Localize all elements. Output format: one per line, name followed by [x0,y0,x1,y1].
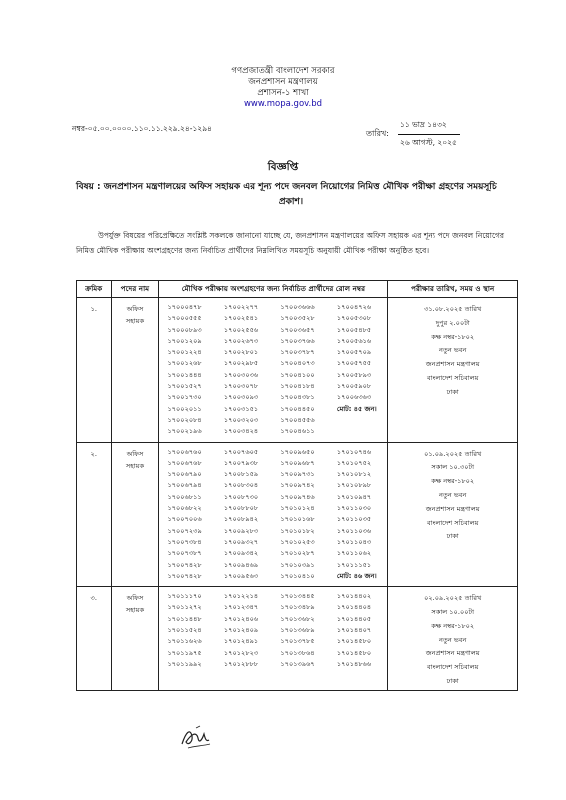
roll-number: ১৭০০৯৬৮৭ [280,458,315,467]
schedule-line: কক্ষ নম্বর-১৮০২ [431,621,475,630]
roll-number: ১৭০১১১৭০ [167,592,202,601]
schedule-line: ঢাকা [446,676,459,685]
roll-number: ১৭০১৩৬৮২ [280,614,315,623]
roll-number: ১৭০১০২৫৩ [280,537,315,546]
roll-number: ১৭০০৩০৭৮ [223,382,259,391]
roll-number-grid [161,447,385,583]
roll-number: ১৭০০৫৬১৬ [336,336,372,345]
roll-number: ১৭০০৩১৫১ [223,404,259,413]
table-body [77,298,518,691]
schedule-line: ঢাকা [446,387,459,396]
roll-number: ১৭০০২৫৪১ [223,314,259,323]
schedule-line: বাংলাদেশ সচিবালয় [426,373,479,382]
roll-number: ১৭০০২৬৭৩ [223,336,259,345]
schedule-line: ঢাকা [446,532,459,541]
roll-number: ১৭০০৯৭৪৬ [280,492,315,501]
roll-number: ১৭০০৪১৮৪ [280,382,315,391]
roll-number: ১৭০০৭৪২৮ [167,560,202,569]
roll-number: ১৭০০৪৭২৬ [336,303,372,311]
roll-number: ১৭০১৩৪৪৫ [280,592,315,601]
roll-number: ১৭০০০৮৯৩ [167,325,202,334]
total-count: মোট: ৪৬ জন। [336,571,377,580]
roll-number: ১৭০০৩৫২৮ [280,314,315,323]
subject-prefix: বিষয় : [76,182,101,192]
roll-number: ১৭০১৩৪৮৯ [280,603,315,612]
roll-number: ১৭০০৯৫৬৩ [223,571,259,580]
roll-number: ১৭০১১৬২৬ [167,637,202,646]
roll-number [331,415,386,426]
roll-number: ১৭০০২০১১ [167,404,202,413]
ministry-website-link[interactable]: www.mopa.gov.bd [243,99,323,109]
roll-number: ১৭০০৫৪৮৫ [336,325,372,334]
schedule-table [76,280,518,691]
roll-number: ১৭০০৪০৭৩ [280,359,315,368]
roll-number: ১৭০০১২২৪ [167,348,202,357]
post-name-line: অফিস [126,449,144,458]
roll-number: ১৭০০২১৯৬ [167,427,202,436]
header-serial: ক্রমিক [77,281,112,298]
roll-number: ১৭০০৪১০০ [280,370,315,379]
roll-number: ১৭০০৩২০৩ [223,415,259,424]
header-schedule: পরীক্ষার তারিখ, সময় ও স্থান [388,281,518,298]
signature-image [178,722,214,752]
roll-number: ১৭০১১০৩৬ [336,526,372,535]
table-row [77,298,518,443]
roll-number: ১৭০১১৯৯২ [167,659,202,668]
roll-number: ১৭০১৩৭৮৫ [280,637,315,646]
schedule-line: কক্ষ নম্বর-১৮০২ [431,332,475,341]
serial-cell: ১. [77,298,112,443]
roll-number: ১৭০১১১৫১ [336,560,372,569]
roll-number: ১৭০০৩৪২৪ [223,427,259,436]
roll-number: ১৭০০১২৬৮ [167,359,202,368]
roll-number: ১৭০০৩৬৬৬ [280,303,315,311]
post-name-line: সহায়ক [125,606,145,615]
notice-body: উপর্যুক্ত বিষয়ের পরিপ্রেক্ষিতে সংশ্লিষ্ট সকলকে জানানো যাচ্ছে যে, জনপ্রশাসন মন্ত্রণালয়ের অফিস সহায়ক এর শূন্য পদে জনবল নিয়োগের নিমিত্ত মৌখিক পরীক্ষায় অংশগ্রহণের জন্য নির্বাচিত প্রার্থীদের নিম্নলিখিত সময়সূচি অনুযায়ী মৌখিক পরীক্ষা অনুষ্ঠিত হবে। [76,231,504,255]
table-row [77,587,518,691]
roll-numbers-cell [159,442,388,587]
subject-line [76,180,506,210]
roll-number: ১৭০০৬৭৬০ [167,447,202,456]
schedule-line: কক্ষ নম্বর-১৮০২ [431,477,475,486]
roll-number-grid [161,591,385,670]
roll-number: ১৭০০৮৩০৪ [223,481,259,490]
schedule-line: বাংলাদেশ সচিবালয় [426,518,479,527]
schedule-cell [388,587,518,691]
memo-number: নম্বর-০৫.০০.০০০০.১১০.১১.২২৯.২৪-১২৯৪ [72,124,212,133]
date-block [398,120,460,150]
roll-number: ১৭০০৪৫৫৬ [280,415,315,424]
roll-number: ১৭০০৯৬৫০ [280,447,315,456]
roll-number: ১৭০০২২৭৭ [223,303,259,311]
section-name: প্রশাসন-১ শাখা [257,88,309,98]
roll-number: ১৭০১০৮৯৮ [336,481,372,490]
schedule-line: ০১.০৯.২০২৫ তারিখ [424,449,482,458]
schedule-line: জনপ্রশাসন মন্ত্রণালয় [425,504,480,513]
roll-number: ১৭০০৬৭৯৪ [167,481,202,490]
roll-number: ১৭০০৬৭৬৮ [167,458,202,467]
roll-number: ১৭০১২২১৪ [223,592,259,601]
post-name-line: সহায়ক [125,317,145,325]
roll-number: ১৭০০০৫৫৫ [167,314,202,323]
roll-number: ১৭০০৮১৫৯ [223,470,259,479]
post-name-line: অফিস [126,305,144,313]
roll-number: ১৭০১৪৮৬৬ [336,659,372,668]
roll-number: ১৭০০১৪৪৪ [167,370,202,379]
roll-number: ১৭০০৬৮২২ [167,504,202,513]
total-count: মোট: ৪৫ জন। [336,404,377,413]
roll-number: ১৭০০১৭৩০ [167,393,202,402]
government-name: গণপ্রজাতন্ত্রী বাংলাদেশ সরকার [231,66,335,76]
notice-title: বিজ্ঞপ্তি [267,161,299,173]
roll-numbers-cell [159,298,388,443]
roll-number: ১৭০০৬৭৯০ [167,470,202,479]
roll-number: ১৭০১৪৪০৭ [336,626,372,635]
roll-number: ১৭০১১৪৪৮ [167,614,202,623]
roll-number: ১৭০০৫৯০৮ [336,382,372,391]
roll-number: ১৭০০৯২৮৩ [223,526,259,535]
roll-number: ১৭০০৩০৯৩ [223,393,259,402]
roll-number: ১৭০১০৯৪৭ [336,492,372,501]
roll-number: ১৭০০৬৮১১ [167,492,202,501]
roll-number: ১৭০০২৮০১ [223,348,259,357]
schedule-line: নতুন ভবন [438,490,467,499]
roll-number: ১৭০০৪৬১১ [280,427,315,436]
date-label: তারিখ: [366,129,389,138]
roll-number: ১৭০১৪৫৮০ [336,648,372,657]
roll-number: ১৭০০৯৩৪২ [223,549,259,558]
date-bangla: ১১ ভাদ্র ১৪৩২ [398,120,460,135]
table-header-row [77,281,518,298]
schedule-cell [388,298,518,443]
roll-number: ১৭০১১০৪৩ [336,537,372,546]
letterhead [0,66,566,110]
roll-number: ১৭০১০২৮৭ [280,549,315,558]
roll-number: ১৭০১০৭৪৬ [336,447,372,456]
roll-number: ১৭০১০৪১০ [280,571,315,580]
roll-number: ১৭০১৪৪০৫ [336,614,372,623]
roll-number: ১৭০০০৪৭৮ [167,303,202,311]
roll-number: ১৭০০৩৬৫৭ [280,325,315,334]
roll-number: ১৭০১৩৮৬৪ [280,648,315,657]
schedule-line: ০২.০৯.২০২৫ তারিখ [424,594,482,603]
roll-number: ১৭০০৩৭৬৬ [280,336,315,345]
roll-number-grid [161,302,385,438]
roll-number: ১৭০০৭৯৩৮ [223,458,259,467]
header-rolls: মৌখিক পরীক্ষায় অংশগ্রহণের জন্য নির্বাচিত প্রার্থীদের রোল নম্বর [159,281,388,298]
roll-number: ১৭০১০১৮২ [280,526,315,535]
roll-number: ১৭০১০৭৫২ [336,458,372,467]
roll-number: ১৭০১২৮৮৮ [223,659,259,668]
schedule-line: ৩১.০৮.২০২৫ তারিখ [424,305,482,313]
roll-number: ১৭০১৩৯৬৭ [280,659,315,668]
roll-number: ১৭০০৮৭৩০ [223,492,259,501]
ministry-name: জনপ্রশাসন মন্ত্রণালয় [248,77,318,87]
roll-number: ১৭০০৬৩৬৩ [336,393,372,402]
roll-number: ১৭০০১৫২৭ [167,382,202,391]
roll-number: ১৭০০৩০৩৬ [223,370,259,379]
roll-number: ১৭০১৩৬৮৯ [280,626,315,635]
schedule-line: সকাল ১০.৩০টা [431,463,475,472]
roll-number: ১৭০১০৮১২ [336,470,372,479]
schedule-line: নতুন ভবন [438,635,467,644]
roll-number: ১৭০১৪৪০২ [336,592,372,601]
schedule-line: নতুন ভবন [438,346,467,355]
post-name-line: সহায়ক [125,461,145,470]
roll-number: ১৭০০৯৩২৭ [223,537,259,546]
roll-number: ১৭০০৫৭৫৫ [336,359,372,368]
roll-number: ১৭০০৫৭০৯ [336,348,372,357]
roll-number: ১৭০০৫৮৯৩ [336,370,372,379]
roll-number: ১৭০০১২০৯ [167,336,202,345]
schedule-line: সকাল ১০.০০টা [431,607,475,616]
schedule-line: বাংলাদেশ সচিবালয় [426,663,479,672]
roll-numbers-cell [159,587,388,691]
post-name-line: অফিস [126,594,144,603]
date-english: ২৬ আগস্ট, ২০২৫ [400,138,457,147]
roll-number: ১৭০০২৯৮৫ [223,359,259,368]
roll-number: ১৭০০৮৯৪২ [223,515,259,524]
schedule-line: জনপ্রশাসন মন্ত্রণালয় [425,360,480,369]
roll-number: ১৭০১২৪৯১ [223,637,259,646]
roll-number: ১৭০০২০৮৪ [167,415,202,424]
schedule-line: জনপ্রশাসন মন্ত্রণালয় [425,649,480,658]
roll-number: ১৭০১২৩৪৭ [223,603,259,612]
roll-number [331,426,386,437]
subject-text-continued: প্রকাশ। [278,197,304,207]
roll-number: ১৭০১৪৫৮০ [336,637,372,646]
roll-number: ১৭০১২৪০৬ [223,614,259,623]
roll-number: ১৭০০৭৬০৫ [223,447,259,456]
roll-number: ১৭০০৯৭৪২ [280,481,315,490]
post-cell [111,442,159,587]
roll-number: ১৭০১১৯৭৫ [167,648,202,657]
roll-number: ১৭০১২৮২৩ [223,648,259,657]
serial-cell: ৩. [77,587,112,691]
post-cell [111,587,159,691]
schedule-cell [388,442,518,587]
roll-number: ১৭০০৫৩০৮ [336,314,372,323]
subject-text: জনপ্রশাসন মন্ত্রণালয়ের অফিস সহায়ক এর শূন্য পদে জনবল নিয়োগের নিমিত্ত মৌখিক পরীক্ষা গ্রহণের সময়সূচি [103,182,497,192]
roll-number: ১৭০০৭৩৮৪ [167,537,202,546]
roll-number: ১৭০০৪৩৮১ [280,393,315,402]
serial-cell: ২. [77,442,112,587]
schedule-line: দুপুর ২.০০টা [435,318,470,327]
roll-number: ১৭০০২৫৫৬ [223,325,259,334]
roll-number: ১৭০১১২৭২ [167,603,202,612]
roll-number: ১৭০০৭৪২৮ [167,571,202,580]
roll-number: ১৭০১২৪০৯ [223,626,259,635]
roll-number: ১৭০১৪৪০৪ [336,603,372,612]
post-cell [111,298,159,443]
roll-number: ১৭০০৮৮০৮ [223,504,259,513]
header-post: পদের নাম [111,281,159,298]
roll-number: ১৭০০৪৪৫০ [280,404,315,413]
roll-number: ১৭০১০৩৯১ [280,560,315,569]
roll-number: ১৭০০৭২৩৯ [167,526,202,535]
roll-number: ১৭০০৯৪৬৯ [223,560,259,569]
roll-number: ১৭০১০১৬৮ [280,515,315,524]
roll-number: ১৭০১১৫২৪ [167,626,202,635]
roll-number: ১৭০০৭০০৬ [167,515,202,524]
roll-number: ১৭০০৩৭৮৭ [280,348,315,357]
roll-number: ১৭০১১০৩০ [336,504,372,513]
table-row [77,442,518,587]
roll-number: ১৭০১১০৩৫ [336,515,372,524]
roll-number: ১৭০০৭৩৮৭ [167,549,202,558]
roll-number: ১৭০১০১২৪ [280,504,315,513]
roll-number: ১৭০১১০৬২ [336,549,372,558]
roll-number: ১৭০০৯৭৩১ [280,470,315,479]
